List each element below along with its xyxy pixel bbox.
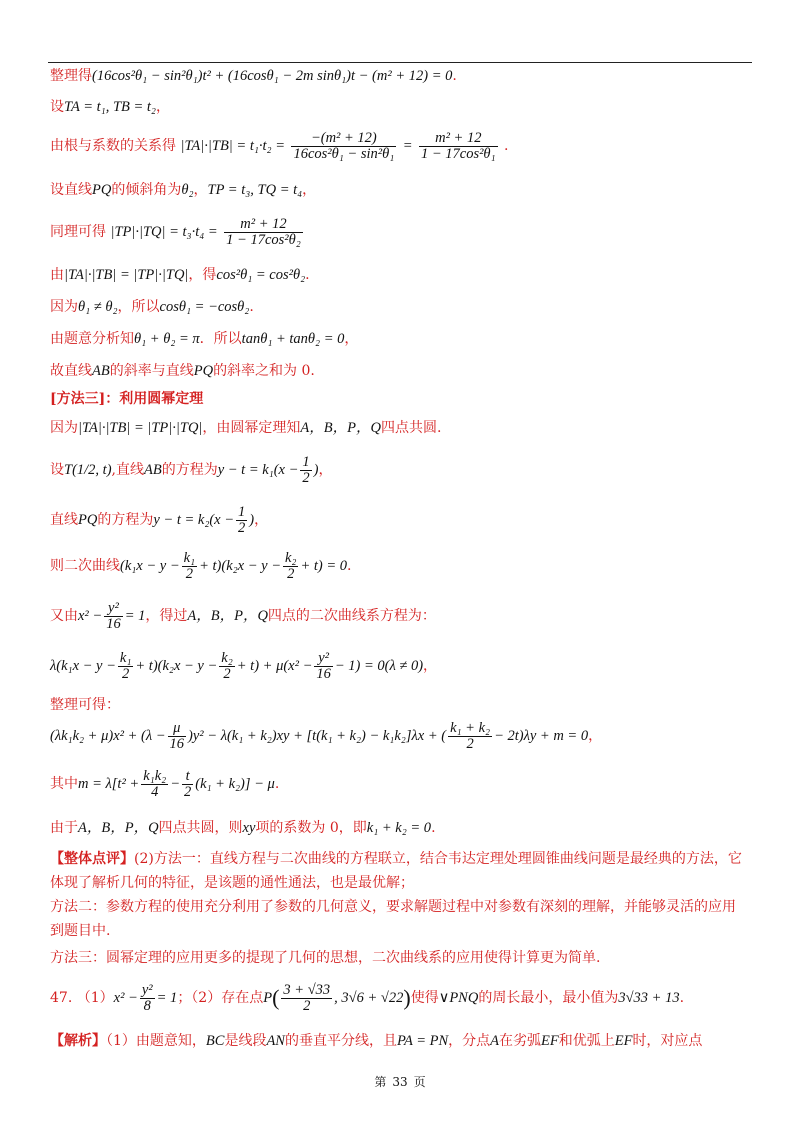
fraction bbox=[281, 983, 332, 1014]
numerator: k₁ bbox=[183, 549, 196, 566]
numerator: k₂ bbox=[221, 649, 233, 666]
line-26-answer bbox=[50, 980, 684, 1016]
math: |TA|·|TB| = t₁·t₂ = bbox=[180, 138, 285, 154]
fraction bbox=[140, 983, 155, 1014]
denominator: 1 − 17cos²θ₁ bbox=[420, 145, 496, 162]
line-5 bbox=[50, 214, 305, 250]
denominator: 16cos²θ₁ − sin²θ₁ bbox=[293, 145, 395, 162]
numerator: μ bbox=[168, 721, 187, 737]
line-22 bbox=[50, 873, 414, 893]
denominator: 2 bbox=[303, 997, 311, 1014]
math: tanθ₁ + tanθ₂ = 0 bbox=[241, 331, 345, 347]
math: AB bbox=[143, 462, 162, 478]
math: (k₁ + k₂)] − μ bbox=[195, 776, 275, 792]
math: A，B，P，Q bbox=[78, 820, 159, 836]
math: |TP|·|TQ| = t₃·t₄ = bbox=[110, 224, 218, 240]
fraction bbox=[168, 721, 187, 752]
text: 的斜率与直线 bbox=[109, 363, 194, 379]
math: AN bbox=[266, 1033, 285, 1049]
text: 则二次曲线 bbox=[50, 558, 120, 574]
text: ，所以 bbox=[117, 299, 160, 315]
math: (λk₁k₂ + μ)x² + (λ − bbox=[50, 728, 166, 744]
numerator: −(m² + 12) bbox=[291, 131, 396, 147]
math: A，B，P，Q bbox=[300, 420, 381, 436]
numerator: 1 bbox=[238, 503, 246, 520]
numerator: m² + 12 bbox=[224, 217, 303, 233]
text: 直线 bbox=[50, 512, 78, 528]
math: θ₁ + θ₂ = π bbox=[134, 331, 200, 347]
text: 又由 bbox=[50, 608, 78, 624]
text: 由根与系数的关系得 bbox=[50, 138, 176, 154]
line-9 bbox=[50, 361, 315, 381]
denominator: 2 bbox=[287, 565, 295, 582]
fraction bbox=[219, 651, 234, 682]
text: ，分点 bbox=[448, 1033, 491, 1049]
numerator: 3 + √33 bbox=[283, 981, 331, 998]
text: . bbox=[504, 138, 509, 154]
line-13 bbox=[50, 502, 268, 538]
math: A，B，P，Q bbox=[187, 608, 268, 624]
math: θ₂ bbox=[181, 182, 194, 198]
text: ， bbox=[254, 512, 269, 528]
text: 使得 bbox=[410, 990, 439, 1006]
line-27 bbox=[50, 1031, 702, 1051]
text: 是线段 bbox=[224, 1033, 267, 1049]
text: 由于 bbox=[50, 820, 78, 836]
text: 的垂直平分线，且 bbox=[284, 1033, 397, 1049]
numerator: m² + 12 bbox=[419, 131, 498, 147]
text: 设 bbox=[50, 462, 64, 478]
text: 同理可得 bbox=[50, 224, 106, 240]
math: cosθ₁ = −cosθ₂ bbox=[159, 299, 250, 315]
line-8 bbox=[50, 329, 358, 349]
fraction bbox=[236, 505, 247, 536]
line-18 bbox=[50, 718, 602, 754]
math: AB bbox=[92, 363, 110, 379]
text: 因为 bbox=[50, 420, 78, 436]
question-number: 47. bbox=[50, 990, 73, 1006]
text: 设直线 bbox=[50, 182, 92, 198]
line-11 bbox=[50, 418, 441, 438]
line-17 bbox=[50, 695, 120, 715]
text: 整理可得： bbox=[50, 697, 120, 713]
text: ， bbox=[423, 658, 438, 674]
text: ，得 bbox=[188, 267, 217, 283]
heading-text: [方法三]：利用圆幂定理 bbox=[50, 391, 204, 407]
denominator: 4 bbox=[151, 783, 159, 800]
math: + t)(k₂x − y − bbox=[135, 658, 218, 674]
denominator: 2 bbox=[183, 783, 192, 800]
text: ， bbox=[155, 99, 170, 115]
text: . bbox=[249, 299, 254, 315]
text: （1）由题意知， bbox=[106, 1033, 206, 1049]
fraction bbox=[283, 551, 298, 582]
math: |TA|·|TB| = |TP|·|TQ| bbox=[78, 420, 203, 436]
math: ∨PNQ bbox=[438, 990, 479, 1006]
denominator: 16 bbox=[316, 665, 331, 682]
line-6 bbox=[50, 265, 310, 285]
numerator: k₁ + k₂ bbox=[450, 719, 491, 736]
fraction bbox=[224, 217, 303, 248]
text: . bbox=[679, 990, 685, 1006]
math: PQ bbox=[193, 363, 214, 379]
math: TA = t₁, TB = t₂ bbox=[64, 99, 156, 115]
text: ， bbox=[344, 331, 359, 347]
header-rule bbox=[48, 62, 752, 63]
math: + t)(k₂x − y − bbox=[199, 558, 281, 574]
denominator: 2 bbox=[122, 665, 130, 682]
denominator: 16 bbox=[106, 615, 121, 632]
denominator: 8 bbox=[143, 997, 151, 1014]
denominator: 1 − 17cos²θ₂ bbox=[226, 231, 301, 248]
text: 故直线 bbox=[50, 363, 92, 379]
fraction bbox=[104, 601, 123, 632]
numerator: y² bbox=[141, 981, 153, 998]
math: − bbox=[170, 776, 180, 792]
line-25 bbox=[50, 948, 600, 968]
text: ,直线 bbox=[111, 462, 144, 478]
math: = 1 bbox=[124, 608, 146, 624]
math: ) bbox=[249, 512, 255, 528]
numerator: 1 bbox=[302, 453, 310, 470]
analysis-label: 【解析】 bbox=[50, 1033, 106, 1049]
text: ， bbox=[318, 462, 333, 478]
math: y − t = k₂(x − bbox=[153, 512, 235, 528]
math: A bbox=[490, 1033, 499, 1049]
text: ，由圆幂定理知 bbox=[202, 420, 301, 436]
math: y − t = k₁(x − bbox=[217, 462, 299, 478]
numerator: k₁ bbox=[119, 649, 132, 666]
text: ，得过 bbox=[145, 608, 188, 624]
line-3 bbox=[50, 128, 509, 164]
text: . bbox=[274, 776, 280, 792]
line-14 bbox=[50, 548, 352, 584]
math: )y² − λ(k₁ + k₂)xy + [t(k₁ + k₂) − k₁k₂]λx + ( bbox=[188, 728, 447, 744]
text: . bbox=[305, 267, 310, 283]
text: 四点共圆，则 bbox=[158, 820, 243, 836]
fraction bbox=[118, 651, 133, 682]
line-24 bbox=[50, 921, 110, 941]
text: 和优弧上 bbox=[558, 1033, 615, 1049]
line-1 bbox=[50, 66, 457, 86]
line-21 bbox=[50, 849, 742, 869]
text: ；（2）存在点 bbox=[177, 990, 264, 1006]
fraction bbox=[182, 769, 193, 800]
line-4 bbox=[50, 180, 316, 200]
text: ， bbox=[588, 728, 603, 744]
line-15 bbox=[50, 598, 436, 634]
denominator: 2 bbox=[185, 565, 193, 582]
math: = bbox=[402, 138, 413, 154]
fraction bbox=[314, 651, 333, 682]
math: EF bbox=[614, 1033, 633, 1049]
text: ， bbox=[193, 182, 208, 198]
text: 的方程为 bbox=[161, 462, 218, 478]
fraction bbox=[291, 131, 396, 162]
text: 四点共圆. bbox=[380, 420, 442, 436]
math: , 3√6 + √22 bbox=[334, 990, 404, 1006]
numerator: t bbox=[182, 769, 193, 785]
math: + t) = 0 bbox=[300, 558, 348, 574]
math: TP = t₃, TQ = t₄ bbox=[207, 182, 303, 198]
text: . bbox=[431, 820, 436, 836]
text: 体现了解析几何的特征，是该题的通性通法，也是最优解； bbox=[50, 875, 414, 891]
text: 因为 bbox=[50, 299, 78, 315]
numerator: y² bbox=[314, 651, 333, 667]
line-7 bbox=[50, 297, 254, 317]
numerator: k₂ bbox=[285, 549, 297, 566]
denominator: 2 bbox=[223, 665, 231, 682]
line-19 bbox=[50, 766, 279, 802]
math: θ₁ ≠ θ₂ bbox=[78, 299, 118, 315]
text: 设 bbox=[50, 99, 64, 115]
math: = 1 bbox=[156, 990, 178, 1006]
math: PQ bbox=[78, 512, 98, 528]
method-three-heading bbox=[50, 389, 203, 409]
text: 方法三：圆幂定理的应用更多的提现了几何的思想，二次曲线系的应用使得计算更为简单. bbox=[50, 950, 601, 966]
denominator: 2 bbox=[466, 735, 474, 752]
line-20 bbox=[50, 818, 436, 838]
math: λ(k₁x − y − bbox=[50, 658, 116, 674]
text: 由题意分析知 bbox=[50, 331, 134, 347]
math: ) bbox=[313, 462, 319, 478]
math: − 2t)λy + m = 0 bbox=[494, 728, 589, 744]
math: P bbox=[263, 990, 273, 1006]
math: xy bbox=[242, 820, 256, 836]
text: ， bbox=[302, 182, 317, 198]
page-number: 33 bbox=[392, 1075, 408, 1089]
math: − 1) = 0(λ ≠ 0) bbox=[334, 658, 424, 674]
text: . bbox=[347, 558, 352, 574]
text: (2)方法一：直线方程与二次曲线的方程联立，结合韦达定理处理圆锥曲线问题是最经典的方法，它 bbox=[134, 851, 742, 867]
math: PQ bbox=[92, 182, 112, 198]
fraction bbox=[300, 455, 311, 486]
text: 在劣弧 bbox=[499, 1033, 541, 1049]
math: BC bbox=[205, 1033, 225, 1049]
text: ．所以 bbox=[199, 331, 242, 347]
fraction bbox=[141, 769, 168, 800]
right-paren: ) bbox=[403, 985, 411, 1010]
denominator: 2 bbox=[302, 469, 310, 486]
math: 3√33 + 13 bbox=[618, 990, 680, 1006]
line-16 bbox=[50, 648, 437, 684]
math: T(1/2, t) bbox=[64, 462, 112, 478]
text: . bbox=[452, 68, 457, 84]
math: |TA|·|TB| = |TP|·|TQ| bbox=[64, 267, 189, 283]
text: 项的系数为 0，即 bbox=[255, 820, 367, 836]
text: 到题目中. bbox=[50, 923, 111, 939]
math: + t) + μ(x² − bbox=[236, 658, 313, 674]
comment-label: 【整体点评】 bbox=[50, 851, 134, 867]
math: EF bbox=[541, 1033, 559, 1049]
text: （1） bbox=[76, 990, 114, 1006]
fraction bbox=[419, 131, 498, 162]
page-footer bbox=[0, 1073, 800, 1090]
left-paren: ( bbox=[272, 985, 280, 1010]
math: x² − bbox=[113, 990, 138, 1006]
text: 时，对应点 bbox=[632, 1033, 703, 1049]
numerator: y² bbox=[104, 601, 123, 617]
page-suffix: 页 bbox=[413, 1075, 426, 1089]
math: (16cos²θ₁ − sin²θ₁)t² + (16cosθ₁ − 2m sinθ₁)t − (m² + 12) = 0 bbox=[92, 68, 453, 84]
line-2 bbox=[50, 97, 170, 117]
text: 的斜率之和为 0. bbox=[213, 363, 315, 379]
text: 四点的二次曲线系方程为： bbox=[267, 608, 436, 624]
text: 由 bbox=[50, 267, 64, 283]
denominator: 16 bbox=[169, 735, 185, 752]
line-12 bbox=[50, 452, 332, 488]
math: PA = PN bbox=[396, 1033, 449, 1049]
math: m = λ[t² + bbox=[78, 776, 140, 792]
math: (k₁x − y − bbox=[120, 558, 180, 574]
text: 的方程为 bbox=[97, 512, 154, 528]
line-23 bbox=[50, 897, 736, 917]
numerator: k₁k₂ bbox=[143, 767, 167, 784]
text: 其中 bbox=[50, 776, 78, 792]
text: 方法二：参数方程的使用充分利用了参数的几何意义，要求解题过程中对参数有深刻的理解，并能够灵活的应用 bbox=[50, 899, 736, 915]
text: 整理得 bbox=[50, 68, 92, 84]
denominator: 2 bbox=[238, 519, 246, 536]
math: cos²θ₁ = cos²θ₂ bbox=[216, 267, 306, 283]
fraction bbox=[182, 551, 197, 582]
math: k₁ + k₂ = 0 bbox=[366, 820, 432, 836]
page-prefix: 第 bbox=[374, 1075, 387, 1089]
fraction bbox=[448, 721, 492, 752]
text: 的倾斜角为 bbox=[111, 182, 182, 198]
text: 的周长最小，最小值为 bbox=[478, 990, 619, 1006]
math: x² − bbox=[78, 608, 103, 624]
